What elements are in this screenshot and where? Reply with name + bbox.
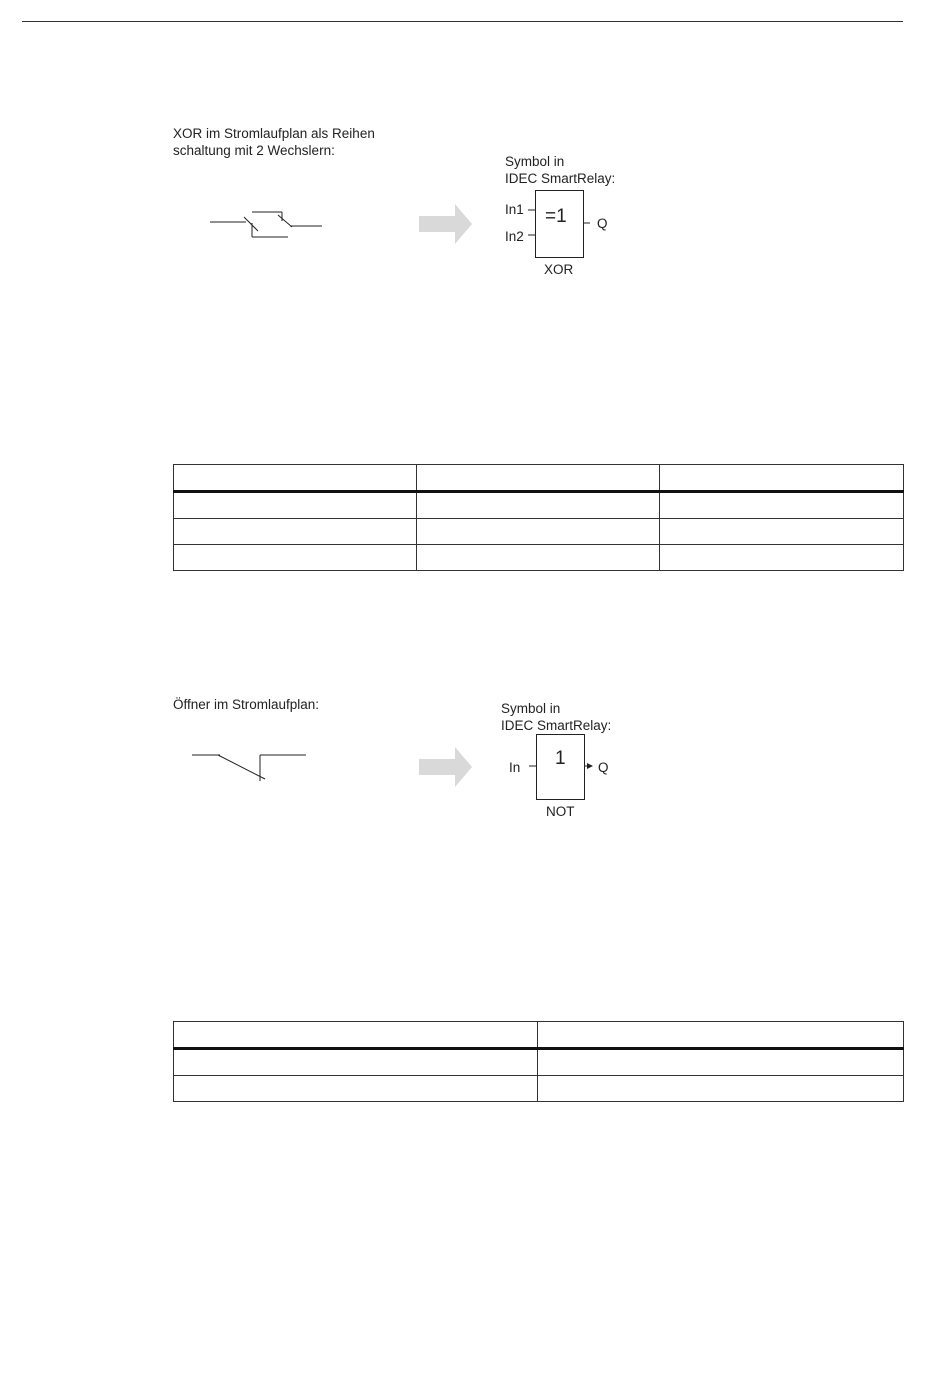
table-cell: [417, 465, 660, 492]
table-row: [174, 1049, 904, 1076]
not-input-label: In: [509, 760, 521, 775]
table-cell: [660, 465, 904, 492]
table-cell: [174, 465, 417, 492]
table-cell: [174, 545, 417, 571]
table-row: [174, 1076, 904, 1102]
not-symbol-caption-line1: Symbol in: [501, 701, 561, 716]
xor-symbol-caption-line2: IDEC SmartRelay:: [505, 171, 616, 186]
xor-caption-line2: schaltung mit 2 Wechslern:: [173, 143, 335, 158]
table-cell: [174, 1022, 538, 1049]
not-circuit-diagram: [190, 749, 310, 783]
not-block-name: NOT: [546, 804, 575, 819]
table-cell: [417, 492, 660, 519]
not-block-label: 1: [555, 748, 566, 769]
table-cell: [174, 492, 417, 519]
table-cell: [417, 519, 660, 545]
table-cell: [417, 545, 660, 571]
xor-block-label: =1: [545, 206, 567, 227]
table-cell: [660, 545, 904, 571]
not-arrow-icon: [419, 747, 473, 787]
table-cell: [174, 1076, 538, 1102]
xor-caption-line1: XOR im Stromlaufplan als Reihen: [173, 126, 375, 141]
xor-input2-label: In2: [505, 229, 524, 244]
xor-output-label: Q: [597, 216, 608, 231]
not-truth-table: [173, 1021, 904, 1102]
xor-arrow-icon: [419, 204, 473, 244]
table-row: [174, 492, 904, 519]
table-cell: [174, 1049, 538, 1076]
table-cell: [538, 1076, 904, 1102]
xor-input1-label: In1: [505, 202, 524, 217]
table-cell: [660, 492, 904, 519]
table-row: [174, 465, 904, 492]
xor-circuit-diagram: [208, 209, 328, 239]
table-cell: [174, 519, 417, 545]
table-row: [174, 519, 904, 545]
not-caption: Öffner im Stromlaufplan:: [173, 697, 320, 712]
not-symbol-caption-line2: IDEC SmartRelay:: [501, 718, 612, 733]
table-cell: [538, 1022, 904, 1049]
table-row: [174, 1022, 904, 1049]
table-cell: [538, 1049, 904, 1076]
xor-truth-table: [173, 464, 904, 571]
xor-block-name: XOR: [544, 262, 574, 277]
table-row: [174, 545, 904, 571]
xor-symbol-caption-line1: Symbol in: [505, 154, 565, 169]
table-cell: [660, 519, 904, 545]
top-rule: [22, 21, 903, 22]
not-output-label: Q: [598, 760, 609, 775]
